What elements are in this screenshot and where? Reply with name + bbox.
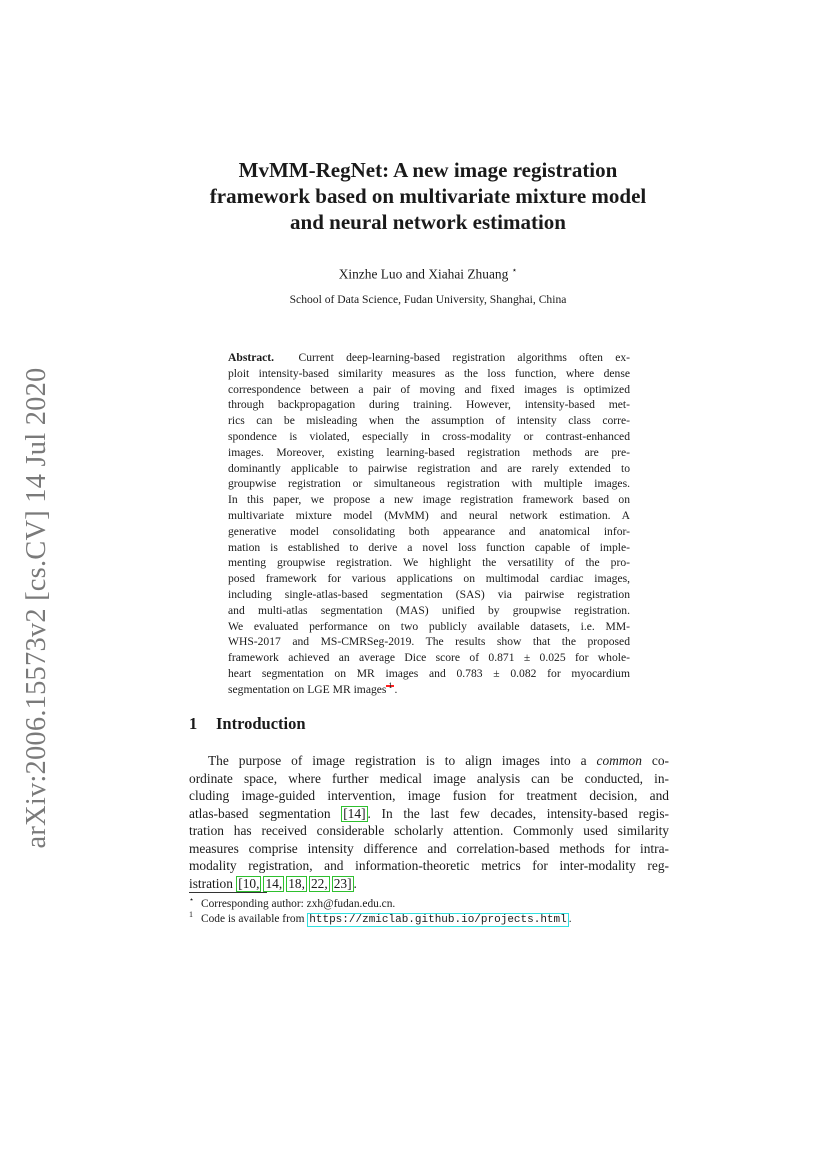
citation-link[interactable]: 22, xyxy=(310,875,328,891)
abstract-line: Abstract. Current deep-learning-based registration algorithms often ex- xyxy=(228,351,630,364)
paper-title xyxy=(140,157,716,235)
footnote-code: 1 Code is available from https://zmiclab.github.io/projects.html . xyxy=(189,910,572,926)
footnote-link[interactable]: 1 xyxy=(388,680,393,690)
arxiv-identifier: arXiv:2006.15573v2 [cs.CV] 14 Jul 2020 xyxy=(21,367,52,849)
abstract-line: framework achieved an average Dice score of 0.871 ± 0.025 for whole- xyxy=(228,651,630,665)
emphasis-common: common xyxy=(596,753,642,768)
abstract-line: segmentation on LGE MR images 1 . xyxy=(228,680,398,696)
abstract-line: WHS-2017 and MS-CMRSeg-2019. The results show that the proposed xyxy=(228,635,630,649)
abstract-line: spondence is violated, especially in cross-modality or contrast-enhanced xyxy=(228,429,630,443)
citation-group xyxy=(236,876,353,892)
section-title: Introduction xyxy=(216,714,306,733)
citation-link[interactable]: [10, xyxy=(238,875,260,891)
paragraph-line: modality registration, and information-theoretic metrics for inter-modality reg- xyxy=(189,858,669,873)
affiliation: School of Data Science, Fudan University, Shanghai, China xyxy=(289,293,567,306)
abstract-line: menting groupwise registration. We highlight the versatility of the pro- xyxy=(228,556,630,570)
abstract-line: heart segmentation on MR images and 0.783 ± 0.082 for myocardium xyxy=(228,666,630,680)
paragraph-line: The purpose of image registration is to align images into a common co- xyxy=(208,753,669,768)
footnotes xyxy=(189,897,669,928)
citation-link[interactable]: 14, xyxy=(265,875,283,891)
author-names: Xinzhe Luo and Xiahai Zhuang xyxy=(338,266,509,282)
abstract-line: generative model consolidating both appearance and anatomical infor- xyxy=(228,524,630,538)
abstract-line: rics can be misleading when the assumption of intensity class corre- xyxy=(228,414,630,428)
citation-link[interactable]: 18, xyxy=(288,875,305,891)
citation-link[interactable]: [14] xyxy=(343,805,366,821)
paragraph-line: istration [10, 14, 18, 22, 23] . xyxy=(189,875,357,891)
paragraph-line: tration has received considerable scholarly attention. Commonly used similarity xyxy=(189,823,669,838)
abstract-line: and multi-atlas segmentation (MAS) unified by groupwise registration. xyxy=(228,603,630,617)
title-line: and neural network estimation xyxy=(290,210,566,234)
abstract-line: through backpropagation during training. However, intensity-based met- xyxy=(228,398,630,412)
abstract-label: Abstract. xyxy=(228,351,275,364)
code-url-link[interactable]: https://zmiclab.github.io/projects.html xyxy=(309,914,567,926)
paragraph-line: cluding image-guided intervention, image fusion for treatment decision, and xyxy=(189,788,669,803)
corresponding-author-mark[interactable]: ⋆ xyxy=(511,265,518,275)
title-line: framework based on multivariate mixture model xyxy=(209,184,647,208)
paragraph-line: atlas-based segmentation [14] . In the last few decades, intensity-based regis- xyxy=(189,805,669,821)
abstract-line: ploit intensity-based similarity measures as the loss function, where dense xyxy=(228,366,630,380)
abstract-line: groupwise registration or simultaneous registration with multiple images. xyxy=(228,477,630,491)
abstract xyxy=(228,350,630,698)
abstract-line: images. Moreover, existing learning-based registration methods are pre- xyxy=(228,445,630,459)
abstract-line: posed framework for various applications on multimodal cardiac images, xyxy=(228,572,630,586)
footnote-corresponding-author: ⋆ Corresponding author: zxh@fudan.edu.cn. xyxy=(189,895,396,910)
abstract-line: mation is established to derive a novel loss function capable of imple- xyxy=(228,540,630,554)
paragraph-line: measures comprise intensity difference and correlation-based methods for intra- xyxy=(189,840,669,856)
section-heading xyxy=(189,714,306,734)
abstract-line: In this paper, we propose a new image registration framework based on xyxy=(228,493,630,507)
paragraph-line: ordinate space, where further medical image analysis can be conducted, in- xyxy=(189,770,669,786)
introduction-paragraph xyxy=(189,752,669,892)
abstract-line: dominantly applicable to pairwise registration and are rarely extended to xyxy=(228,461,630,475)
section-number: 1 xyxy=(189,714,198,733)
title-line: MvMM-RegNet: A new image registration xyxy=(238,158,618,182)
authors xyxy=(140,262,716,282)
citation-link[interactable]: 23] xyxy=(333,875,352,891)
abstract-line: We evaluated performance on two publicly available datasets, i.e. MM- xyxy=(228,619,630,633)
abstract-line: including single-atlas-based segmentation (SAS) via pairwise registration xyxy=(228,587,630,601)
abstract-line: correspondence between a pair of moving and fixed images is optimized xyxy=(228,382,630,396)
abstract-line: multivariate mixture model (MvMM) and neural network estimation. A xyxy=(228,508,630,522)
footnote-divider xyxy=(189,892,267,893)
